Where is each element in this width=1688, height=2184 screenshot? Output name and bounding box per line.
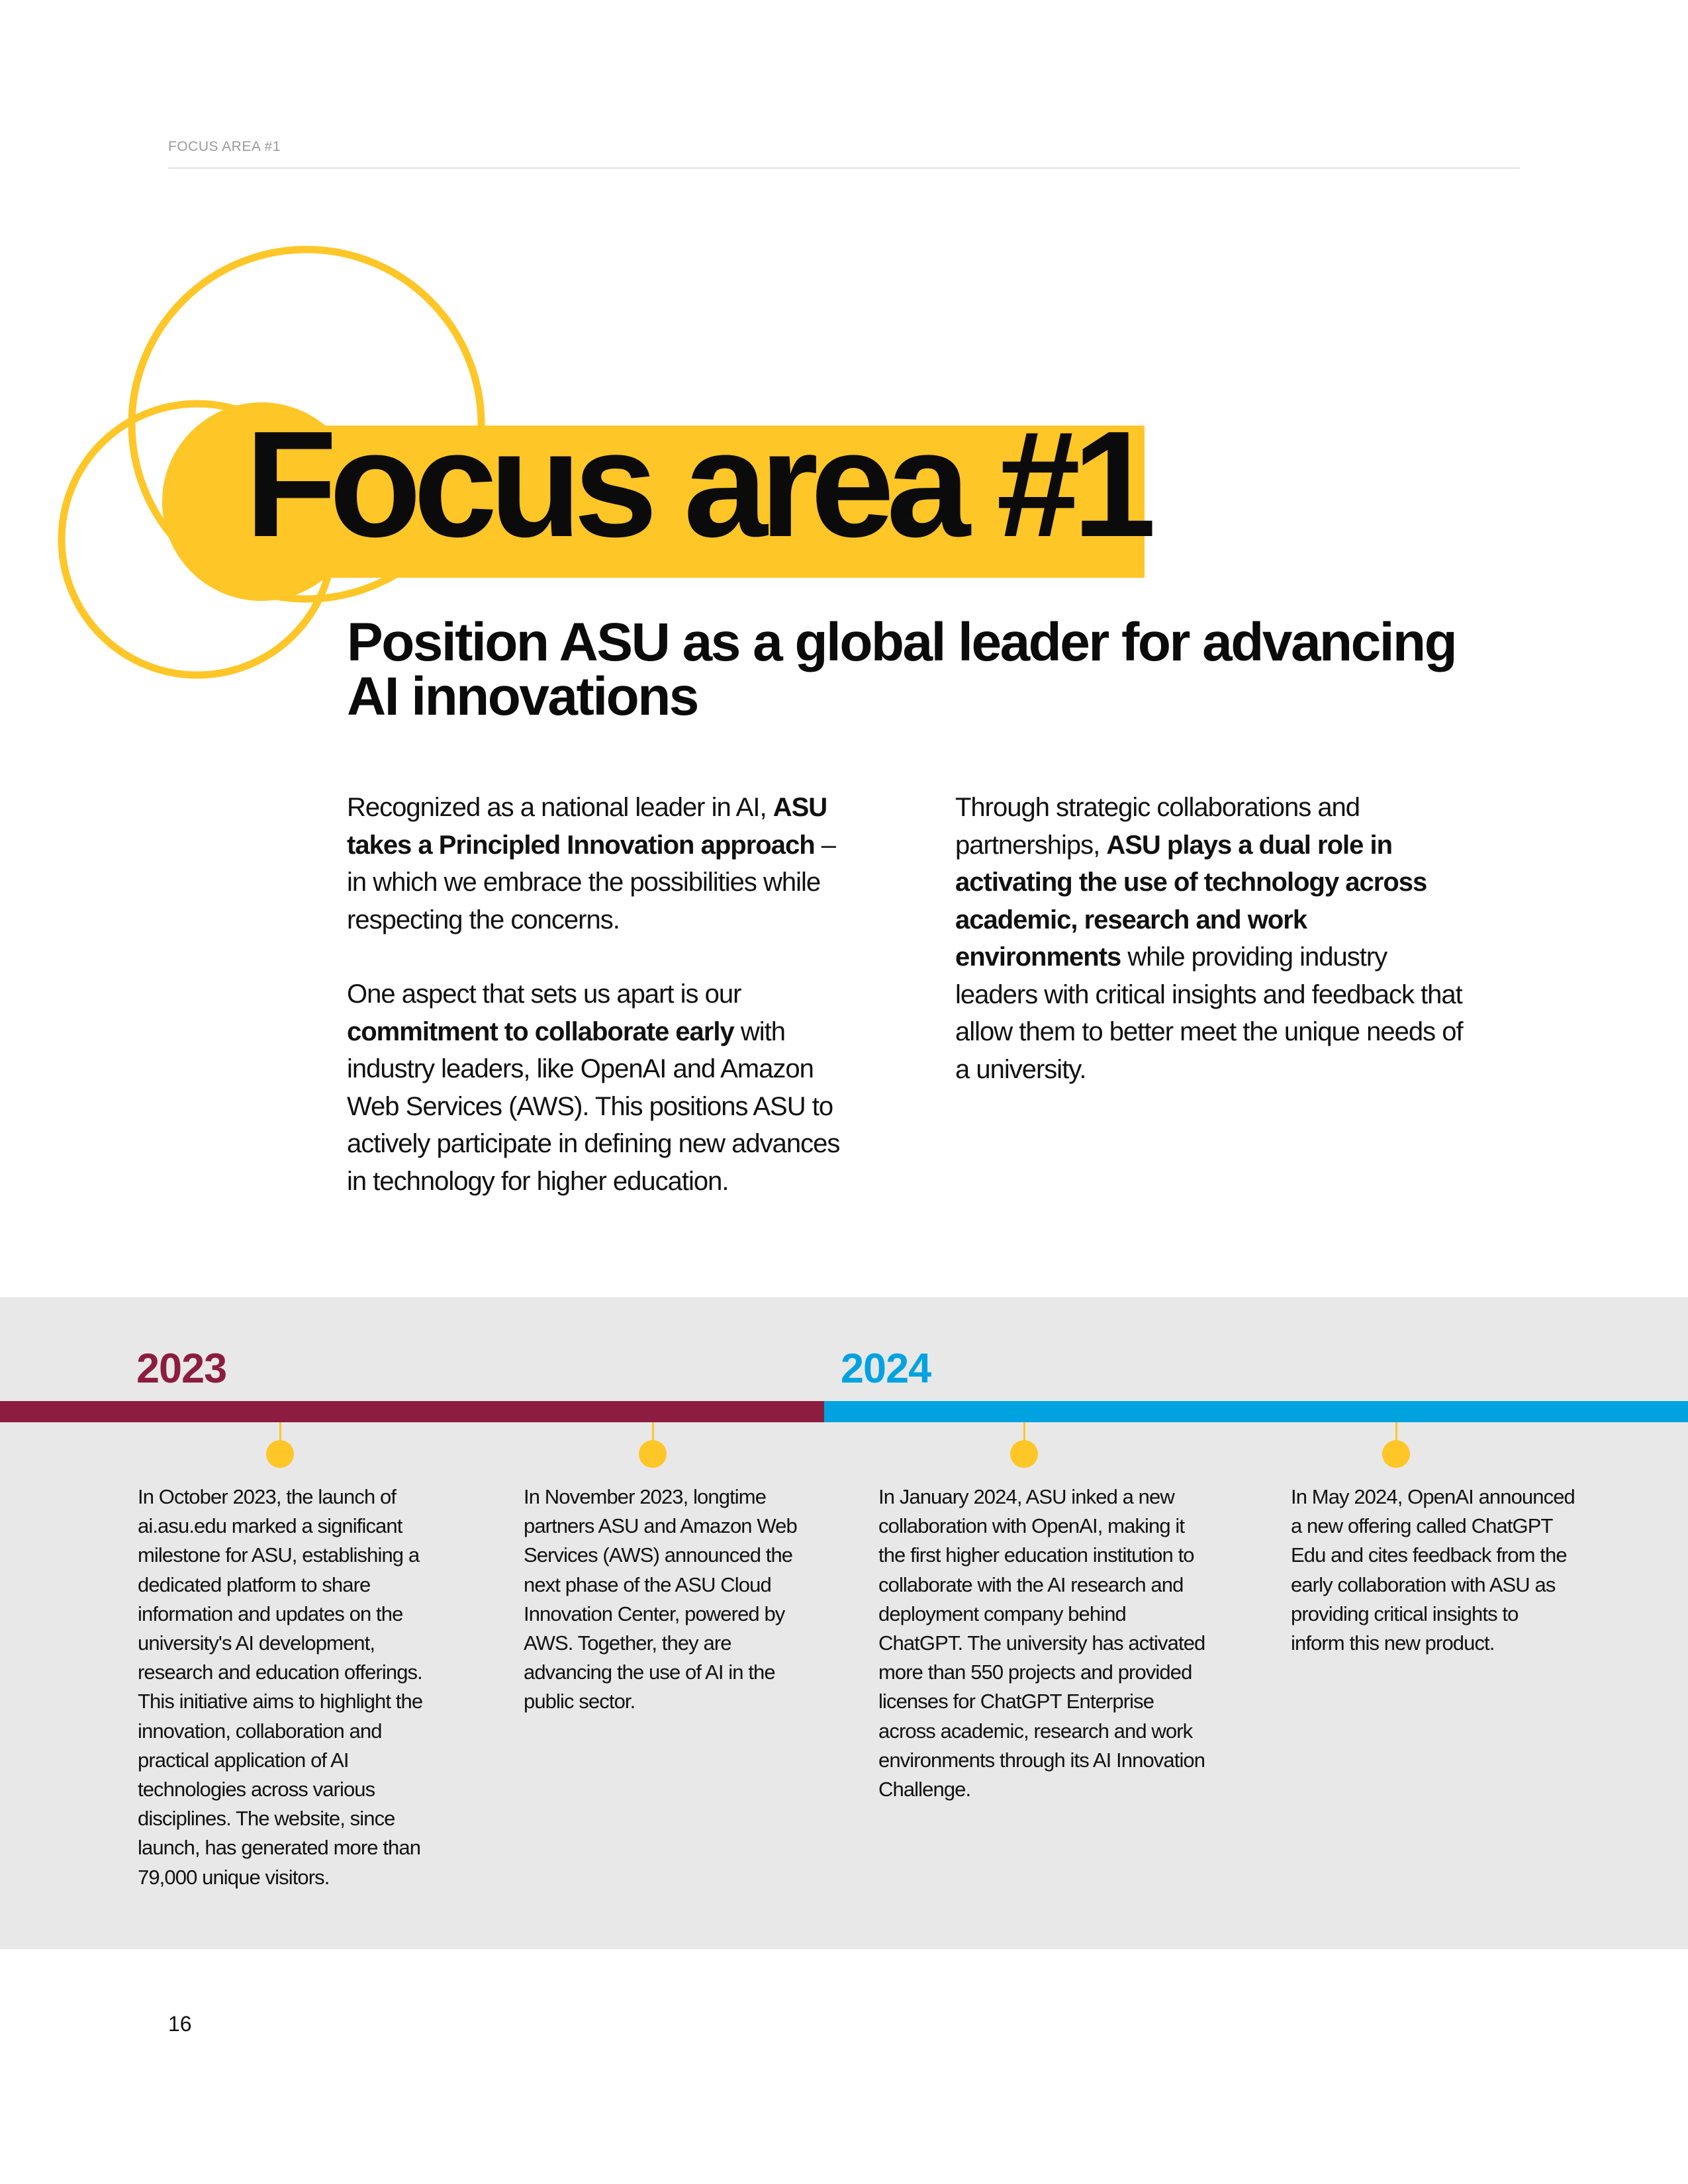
text-run: – in which we embrace the possibilities while respecting the concerns. [347,830,835,934]
emphasis-text: commitment to collaborate early [347,1017,734,1046]
timeline-bar-2024 [824,1401,1688,1422]
body-left-column [347,789,850,1237]
timeline-marker-dot [1382,1440,1410,1468]
timeline-stem [652,1422,654,1442]
text-run: with industry leaders, like OpenAI and Amazon Web Services (AWS). This positions ASU to actively participate in defining new advances in technology for higher education. [347,1017,840,1196]
timeline-stem [279,1422,281,1442]
timeline-entry-oct-2023: In October 2023, the launch of ai.asu.edu marked a significant milestone for ASU, establishing a dedicated platform to share information and updates on the university's AI development, research and education offerings. This initiative aims to highlight the innovation, collaboration and practical application of AI technologies across various disciplines. The website, since launch, has generated more than 79,000 unique visitors. [138,1485,423,1889]
left-paragraph-2 [347,976,850,1200]
page-number: 16 [168,2012,192,2036]
timeline-marker-dot [266,1440,294,1468]
timeline-stem [1023,1422,1025,1442]
text-run: One aspect that sets us apart is our [347,979,741,1009]
text-run: Recognized as a national leader in AI, [347,793,773,822]
timeline-marker-dot [1010,1440,1038,1468]
emphasis-text: ASU plays a dual role in activating the use of technology across academic, research and work environments [955,830,1427,972]
timeline-entry-jan-2024: In January 2024, ASU inked a new collaboration with OpenAI, making it the first higher education institution to collaborate with the AI research and deployment company behind ChatGPT. The university has activated more than 550 projects and provided licenses for ChatGPT Enterprise across academic, research and work environments through its AI Innovation Challenge. [878,1485,1205,1801]
page-title: Focus area #1 [245,400,1149,569]
emphasis-text: ASU takes a Principled Innovation approach [347,793,827,860]
timeline-marker-dot [639,1440,667,1468]
year-label-2023: 2023 [136,1345,227,1392]
timeline-bar-2023 [0,1401,824,1422]
timeline-entry-nov-2023: In November 2023, longtime partners ASU and Amazon Web Services (AWS) announced the next phase of the ASU Cloud Innovation Center, powered by AWS. Together, they are advancing the use of AI in the public sector. [524,1485,797,1713]
running-head: FOCUS AREA #1 [168,139,281,154]
body-right-column [955,789,1472,1125]
timeline-entry-may-2024: In May 2024, OpenAI announced a new offering called ChatGPT Edu and cites feedback from the early collaboration with ASU as providing critical insights to inform this new product. [1291,1485,1575,1655]
page-subtitle: Position ASU as a global leader for advancing AI innovations [347,612,1456,727]
text-run: Through strategic collaborations and partnerships, [955,793,1360,860]
left-paragraph-1 [347,789,850,938]
year-label-2024: 2024 [841,1345,931,1392]
right-paragraph-1 [955,789,1472,1088]
text-run: while providing industry leaders with critical insights and feedback that allow them to better meet the unique needs of a university. [955,942,1463,1084]
timeline-stem [1395,1422,1397,1442]
